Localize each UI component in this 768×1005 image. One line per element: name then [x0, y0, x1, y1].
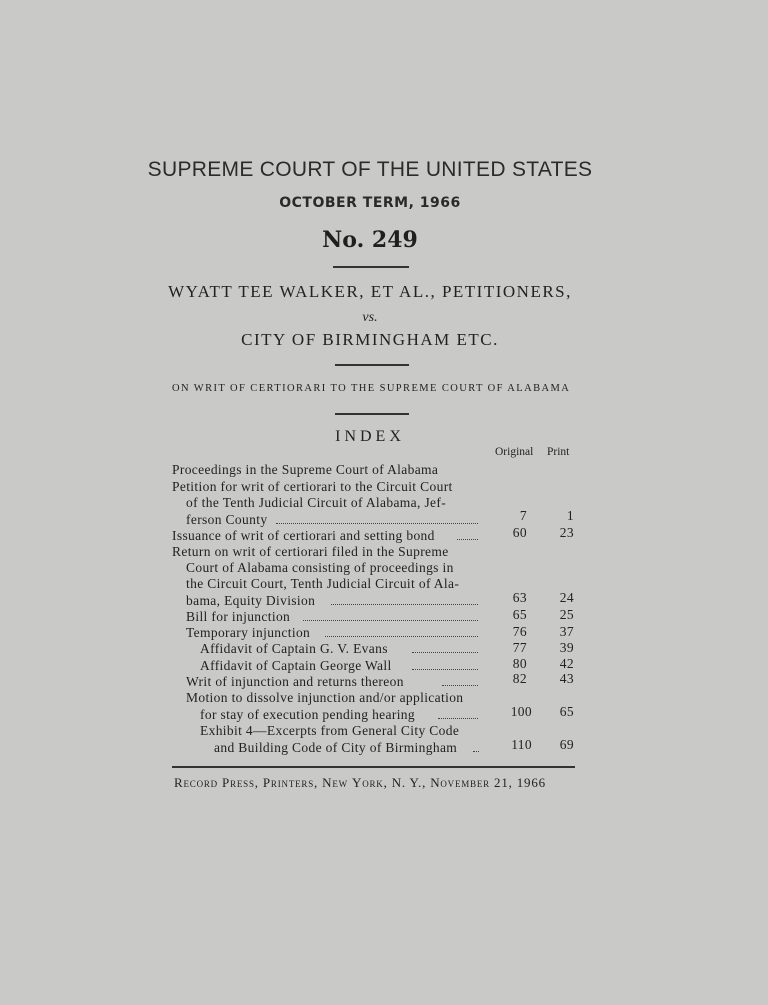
- print-page: 37: [559, 624, 574, 639]
- dot-leader: [457, 528, 478, 540]
- print-page: 23: [559, 525, 574, 540]
- divider-rule: [335, 364, 409, 366]
- dot-leader: [325, 625, 478, 637]
- entry-text: Temporary injunction: [186, 625, 311, 640]
- original-page: 60: [512, 525, 527, 540]
- dot-leader: [412, 641, 478, 653]
- entry-text: of the Tenth Judicial Circuit of Alabama, Jef-: [186, 495, 447, 510]
- petitioners-line: WYATT TEE WALKER, ET AL., PETITIONERS,: [168, 282, 572, 301]
- print-page: 39: [559, 640, 574, 655]
- imprint-word: Record: [174, 775, 218, 790]
- dot-leader: [331, 593, 478, 605]
- dot-leader: [303, 609, 478, 621]
- entry-text: Bill for injunction: [186, 609, 291, 624]
- print-page: 69: [559, 737, 574, 752]
- column-header-original: Original: [495, 446, 534, 458]
- entry-text: Affidavit of Captain George Wall: [200, 658, 392, 673]
- original-page: 77: [512, 640, 527, 655]
- entry-text: for stay of execution pending hearing: [200, 707, 416, 722]
- entry-text: Return on writ of certiorari filed in the Supreme: [172, 544, 449, 559]
- dot-leader: [276, 512, 478, 524]
- print-page: 25: [559, 607, 574, 622]
- entry-text: Issuance of writ of certiorari and setting bond: [172, 528, 435, 543]
- case-number: No. 249: [322, 227, 418, 253]
- entry-text: Court of Alabama consisting of proceedings in: [186, 560, 454, 575]
- imprint-word: Printers,: [262, 775, 319, 790]
- printer-imprint: [174, 775, 594, 791]
- column-header-print: Print: [547, 446, 570, 458]
- original-page: 63: [512, 590, 527, 605]
- dot-leader: [442, 674, 478, 686]
- entry-text: the Circuit Court, Tenth Judicial Circuit of Ala-: [186, 576, 460, 591]
- entry-text: Affidavit of Captain G. V. Evans: [200, 641, 388, 656]
- original-page: 110: [511, 737, 532, 752]
- index-title: INDEX: [335, 428, 405, 445]
- print-page: 24: [559, 590, 574, 605]
- original-page: 7: [519, 508, 527, 523]
- divider-rule: [172, 766, 575, 768]
- imprint-word: N. Y.,: [391, 775, 427, 790]
- respondent-line: CITY OF BIRMINGHAM ETC.: [241, 330, 499, 349]
- dot-leader: [438, 707, 478, 719]
- entry-text: and Building Code of City of Birmingham: [214, 740, 458, 755]
- entry-text: Petition for writ of certiorari to the Circuit Court: [172, 478, 453, 494]
- imprint-word: November: [430, 775, 490, 790]
- original-page: 100: [510, 704, 532, 719]
- dot-leader: [412, 658, 478, 670]
- imprint-word: York,: [352, 775, 388, 790]
- entry-text: Exhibit 4—Excerpts from General City Code: [200, 723, 460, 738]
- print-page: 1: [566, 508, 574, 523]
- versus-label: vs.: [362, 310, 378, 325]
- imprint-word: Press,: [222, 775, 259, 790]
- divider-rule: [335, 413, 409, 415]
- entry-text: Writ of injunction and returns thereon: [186, 674, 404, 689]
- original-page: 82: [512, 671, 527, 686]
- print-page: 42: [559, 656, 574, 671]
- print-page: 65: [559, 704, 574, 719]
- original-page: 80: [512, 656, 527, 671]
- entry-text: bama, Equity Division: [186, 593, 316, 608]
- original-page: 76: [512, 624, 527, 639]
- divider-rule: [333, 266, 409, 268]
- print-page: 43: [559, 671, 574, 686]
- original-page: 65: [512, 607, 527, 622]
- entry-text: Proceedings in the Supreme Court of Alabama: [172, 462, 439, 477]
- dot-leader: [473, 740, 479, 752]
- writ-line: ON WRIT OF CERTIORARI TO THE SUPREME COURT OF ALABAMA: [172, 383, 571, 394]
- entry-text: ferson County: [186, 512, 268, 527]
- entry-text: Motion to dissolve injunction and/or application: [186, 690, 464, 705]
- imprint-word: New: [322, 775, 348, 790]
- imprint-date: 21, 1966: [494, 775, 546, 790]
- term-heading: OCTOBER TERM, 1966: [279, 195, 461, 211]
- court-heading: SUPREME COURT OF THE UNITED STATES: [147, 158, 593, 181]
